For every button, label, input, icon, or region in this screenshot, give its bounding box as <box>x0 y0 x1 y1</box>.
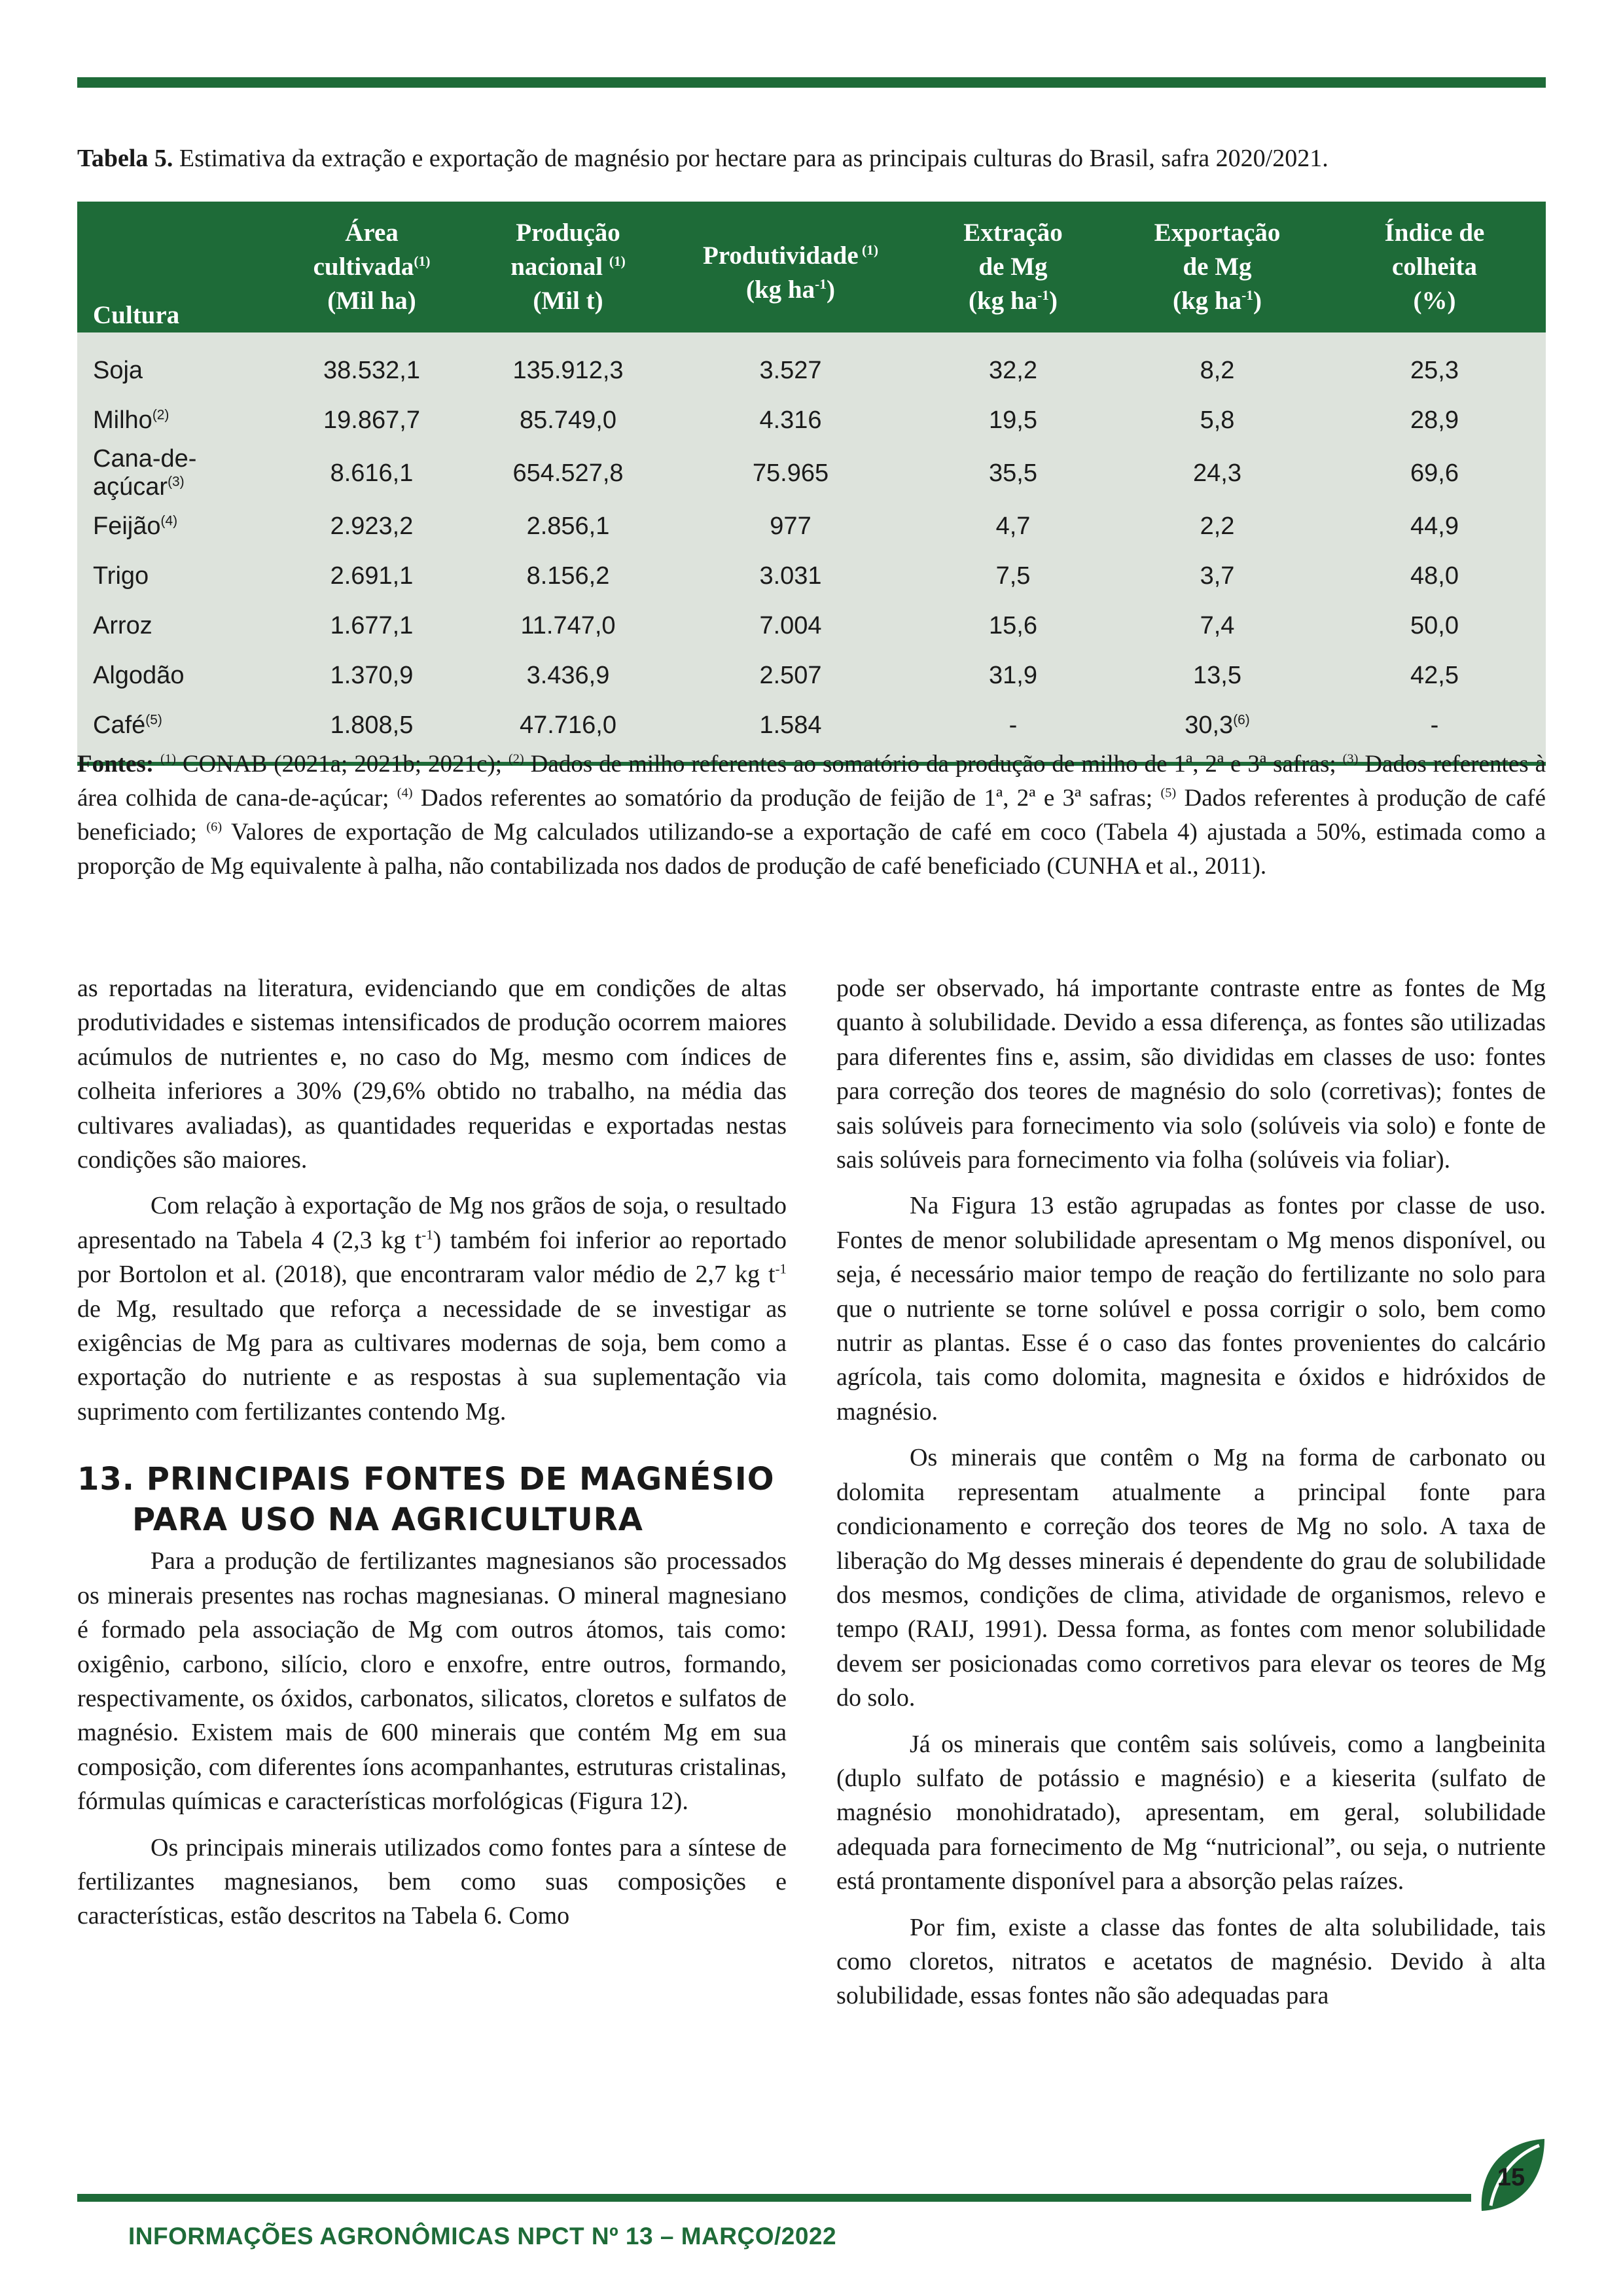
bottom-rule <box>77 2194 1471 2202</box>
cell-exportacao: 5,8 <box>1111 395 1323 445</box>
paragraph: Os minerais que contêm o Mg na forma de carbonato ou dolomita representam atualmente a principal fonte para condicionamento e correção dos teores de Mg no solo. A taxa de liberação do Mg desses minerais é dependente do grau de solubilidade dos mesmos, condições de clima, atividade de organismos, relevo e tempo (RAIJ, 1991). Dessa forma, as fontes com menor solubilidade devem ser posicionadas como corretivos para elevar os teores de Mg do solo. <box>836 1444 1546 1712</box>
cell-cultura: Milho$^{(2)}$ <box>77 395 274 445</box>
table-caption-text: Estimativa da extração e exportação de magnésio por hectare para as principais culturas do Brasil, safra 2020/2021. <box>173 145 1329 172</box>
cell-indice: 48,0 <box>1323 551 1546 601</box>
cell-extracao: 19,5 <box>915 395 1111 445</box>
paragraph: Os principais minerais utilizados como fontes para a síntese de fertilizantes magnesianos, bem como suas composições e características, estão descritos na Tabela 6. Como <box>77 1833 787 1930</box>
table-row <box>77 395 1546 445</box>
cell-cultura: Cana-de-açúcar$^{(3)}$ <box>77 445 274 501</box>
cell-exportacao: 13,5 <box>1111 651 1323 700</box>
table-row <box>77 501 1546 551</box>
cell-extracao: 15,6 <box>915 601 1111 651</box>
section-heading: 13. PRINCIPAIS FONTES DE MAGNÉSIO PARA USO NA AGRICULTURA <box>77 1461 775 1539</box>
header-producao-unit: (Mil t) <box>470 284 666 332</box>
cell-extracao: 35,5 <box>915 445 1111 501</box>
header-indice-unit: (%) <box>1323 284 1546 332</box>
paragraph: Para a produção de fertilizantes magnesianos são processados os minerais presentes nas rochas magnesianas. O mineral magnesiano é formado pela associação de Mg com outros átomos, tais como: oxigênio, carbono, silício, cloro e enxofre, entre outros, formando, respectivamente, os óxidos, carbonatos, silicatos, cloretos e sulfatos de magnésio. Existem mais de 600 minerais que contém Mg em sua composição, com diferentes íons acompanhantes, estruturas cristalinas, fórmulas químicas e características morfológicas (Figura 12). <box>77 1547 787 1816</box>
cell-exportacao: 2,2 <box>1111 501 1323 551</box>
cell-indice: 50,0 <box>1323 601 1546 651</box>
paragraph: pode ser observado, há importante contraste entre as fontes de Mg quanto à solubilidade. Devido a essa diferença, as fontes são utilizadas para diferentes fins e, assim, são divididas em classes de uso: fontes para correção dos teores de magnésio do solo (corretivas); fontes de sais solúveis para fornecimento via solo (solúveis via solo) e fonte de sais solúveis para fornecimento via folha (solúveis via foliar). <box>836 975 1546 1174</box>
table-sources: Fontes: $^{(1)}$ CONAB (2021a; 2021b; 2021c); $^{(2)}$ Dados de milho referentes ao somatório da produção de milho de 1ª, 2ª e 3ª safras; $^{(3)}$ Dados referentes à área colhida de cana-de-açúcar; $^{(4)}$ Dados referentes ao somatório da produção de feijão de 1ª, 2ª e 3ª safras; $^{(5)}$ Dados referentes à produção de café beneficiado; $^{(6)}$ Valores de exportação de Mg calculados utilizando-se a exportação de café em coco (Tabela 4) ajustada a 50%, estimada como a proporção de Mg equivalente à palha, não contabilizada nos dados de produção de café beneficiado (CUNHA et al., 2011). <box>77 751 1546 880</box>
cell-produtividade: 1.584 <box>666 700 915 764</box>
cell-indice: 44,9 <box>1323 501 1546 551</box>
cell-cultura: Trigo <box>77 551 274 601</box>
cell-area: 1.677,1 <box>274 601 470 651</box>
cell-produtividade: 2.507 <box>666 651 915 700</box>
cell-area: 8.616,1 <box>274 445 470 501</box>
cell-producao: 47.716,0 <box>470 700 666 764</box>
cell-extracao: 7,5 <box>915 551 1111 601</box>
cell-produtividade: 75.965 <box>666 445 915 501</box>
page-number: 15 <box>1497 2164 1525 2191</box>
cell-produtividade: 7.004 <box>666 601 915 651</box>
cell-exportacao: 30,3$^{(6)}$ <box>1111 700 1323 764</box>
cell-producao: 85.749,0 <box>470 395 666 445</box>
header-produtividade: Produtividade $^{(1)}$ (kg $ha^{-1}$) <box>666 202 915 332</box>
table-caption-label: Tabela 5. <box>77 145 173 172</box>
cell-indice: 69,6 <box>1323 445 1546 501</box>
table-caption <box>77 143 1546 174</box>
cell-producao: 8.156,2 <box>470 551 666 601</box>
cell-cultura: Arroz <box>77 601 274 651</box>
cell-cultura: Café$^{(5)}$ <box>77 700 274 764</box>
header-exportacao-unit: (kg $ha^{-1}$) <box>1111 284 1323 332</box>
magnesium-table <box>77 202 1546 766</box>
cell-extracao: 31,9 <box>915 651 1111 700</box>
cell-cultura: Algodão <box>77 651 274 700</box>
cell-indice: 28,9 <box>1323 395 1546 445</box>
table-row <box>77 332 1546 395</box>
cell-area: 38.532,1 <box>274 332 470 395</box>
cell-producao: 135.912,3 <box>470 332 666 395</box>
left-column <box>77 971 787 1945</box>
top-rule <box>77 77 1546 88</box>
cell-produtividade: 4.316 <box>666 395 915 445</box>
paragraph: Na Figura 13 estão agrupadas as fontes por classe de uso. Fontes de menor solubilidade apresentam o Mg menos disponível, ou seja, é necessário maior tempo de reação do fertilizante no solo para que o nutriente se torne solúvel e possa corrigir o solo, bem como nutrir as plantas. Esse é o caso das fontes provenientes do calcário agrícola, tais como dolomita, magnesita e óxidos e hidróxidos de magnésio. <box>836 1192 1546 1426</box>
cell-cultura: Soja <box>77 332 274 395</box>
cell-producao: 654.527,8 <box>470 445 666 501</box>
paragraph: Já os minerais que contêm sais solúveis, como a langbeinita (duplo sulfato de potássio e magnésio) e a kieserita (sulfato de magnésio monohidratado), apresentam, em geral, solubilidade adequada para fornecimento de Mg “nutricional”, ou seja, o nutriente está prontamente disponível para a absorção pelas raízes. <box>836 1730 1546 1895</box>
cell-producao: 11.747,0 <box>470 601 666 651</box>
paragraph: Por fim, existe a classe das fontes de alta solubilidade, tais como cloretos, nitratos e acetatos de magnésio. Devido à alta solubilidade, essas fontes não são adequadas para <box>836 1913 1546 2010</box>
table-row <box>77 651 1546 700</box>
footer-title: INFORMAÇÕES AGRONÔMICAS NPCT Nº 13 – MARÇO/2022 <box>128 2223 837 2250</box>
cell-extracao: 32,2 <box>915 332 1111 395</box>
header-cultura: Cultura <box>77 202 274 332</box>
cell-exportacao: 24,3 <box>1111 445 1323 501</box>
header-extracao: Extração de Mg <box>915 202 1111 284</box>
header-area: Área cultivada$^{(1)}$ <box>274 202 470 284</box>
cell-producao: 3.436,9 <box>470 651 666 700</box>
header-area-unit: (Mil ha) <box>274 284 470 332</box>
cell-extracao: 4,7 <box>915 501 1111 551</box>
table-row <box>77 601 1546 651</box>
cell-indice: 42,5 <box>1323 651 1546 700</box>
cell-indice: 25,3 <box>1323 332 1546 395</box>
table-row <box>77 551 1546 601</box>
table-row <box>77 445 1546 501</box>
header-indice: Índice de colheita <box>1323 202 1546 284</box>
cell-producao: 2.856,1 <box>470 501 666 551</box>
paragraph: Com relação à exportação de Mg nos grãos de soja, o resultado apresentado na Tabela 4 (2,3 kg $t^{-1}$) também foi inferior ao reportado por Bortolon et al. (2018), que encontraram valor médio de 2,7 kg $t^{-1}$ de Mg, resultado que reforça a necessidade de se investigar as exigências de Mg para as cultivares modernas de soja, bem como a exportação do nutriente e as respostas à sua suplementação via suprimento com fertilizantes contendo Mg. <box>77 1192 787 1426</box>
cell-produtividade: 3.031 <box>666 551 915 601</box>
cell-exportacao: 8,2 <box>1111 332 1323 395</box>
cell-extracao: - <box>915 700 1111 764</box>
cell-area: 1.370,9 <box>274 651 470 700</box>
cell-area: 19.867,7 <box>274 395 470 445</box>
cell-area: 2.923,2 <box>274 501 470 551</box>
right-column <box>836 971 1546 2025</box>
cell-exportacao: 3,7 <box>1111 551 1323 601</box>
cell-produtividade: 977 <box>666 501 915 551</box>
header-extracao-unit: (kg $ha^{-1}$) <box>915 284 1111 332</box>
cell-indice: - <box>1323 700 1546 764</box>
cell-area: 2.691,1 <box>274 551 470 601</box>
paragraph: as reportadas na literatura, evidenciando que em condições de altas produtividades e sistemas intensificados de produção ocorrem maiores acúmulos de nutrientes e, no caso do Mg, mesmo com índices de colheita inferiores a 30% (29,6% obtido no trabalho, na média das cultivares avaliadas), as quantidades requeridas e exportadas nestas condições são maiores. <box>77 975 787 1174</box>
cell-produtividade: 3.527 <box>666 332 915 395</box>
cell-exportacao: 7,4 <box>1111 601 1323 651</box>
header-exportacao: Exportação de Mg <box>1111 202 1323 284</box>
header-producao: Produção nacional $^{(1)}$ <box>470 202 666 284</box>
cell-cultura: Feijão$^{(4)}$ <box>77 501 274 551</box>
cell-area: 1.808,5 <box>274 700 470 764</box>
